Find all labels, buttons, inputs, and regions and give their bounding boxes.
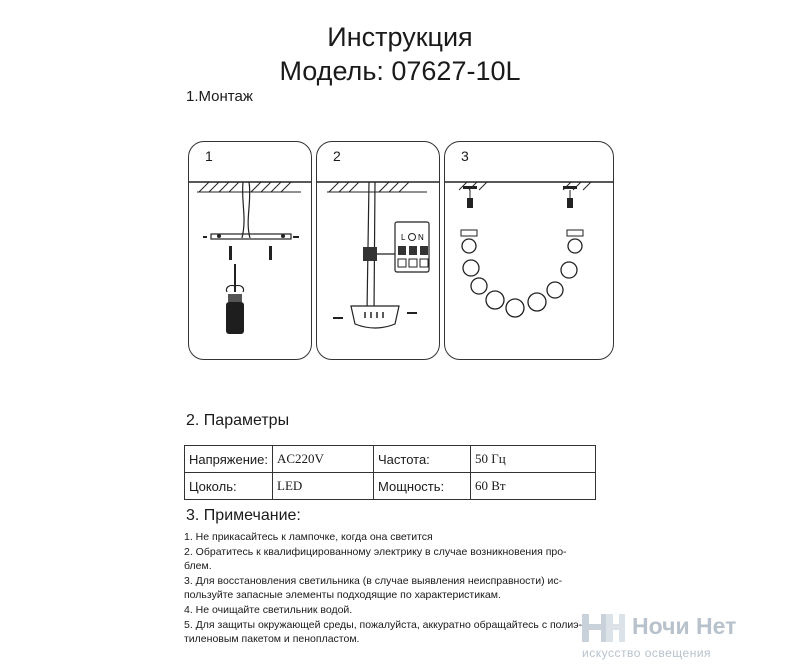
terminal-l-label: L [401,233,406,242]
step-1-illustration [189,142,311,359]
model-number: Модель: 07627-10L [279,56,521,86]
step-2-number: 2 [333,148,341,164]
section-notes-heading: 3. Примечание: [186,507,301,524]
list-item: 1. Не прикасайтесь к лампочке, когда она светится [184,531,433,543]
section-mounting-heading: 1.Монтаж [186,88,253,105]
voltage-label: Напряжение: [185,446,273,473]
list-item: 2. Обратитесь к квалифицированному электрику в случае возникновения про- [184,545,567,558]
table-row [185,473,596,500]
list-item: тиленовым пакетом и пенопластом. [184,633,360,646]
list-item: блем. [184,560,212,573]
document-title: Инструкция [327,22,473,52]
parameters-table [184,445,596,500]
watermark-subtitle: искусство освещения [582,646,712,660]
voltage-value: AC220V [273,446,374,473]
socket-value: LED [273,473,374,500]
step-1-number: 1 [205,148,213,164]
step-1-panel [188,141,312,360]
section-parameters-heading: 2. Параметры [186,412,290,429]
list-item: пользуйте запасные элементы подходящие по характеристикам. [184,589,501,602]
list-item: 4. Не очищайте светильник водой. [184,603,353,616]
list-item: 3. Для восстановления светильника (в случае выявления неисправности) ис- [184,574,563,587]
frequency-value: 50 Гц [471,446,596,473]
mounting-steps [188,141,616,360]
power-label: Мощность: [374,473,471,500]
socket-label: Цоколь: [185,473,273,500]
table-row [185,446,596,473]
watermark-name: Ночи Нет [632,613,737,639]
step-3-number: 3 [461,148,469,164]
step-2-panel [316,141,440,360]
step-2-illustration [317,142,439,359]
terminal-n-label: N [418,233,424,242]
list-item: 5. Для защиты окружающей среды, пожалуйста, аккуратно обращайтесь с полиэ- [184,618,583,631]
notes-list [184,530,604,647]
step-3-illustration [445,142,613,359]
step-3-panel [444,141,614,360]
watermark [580,610,790,662]
watermark-logo-icon [580,610,626,644]
frequency-label: Частота: [374,446,471,473]
power-value: 60 Вт [471,473,596,500]
